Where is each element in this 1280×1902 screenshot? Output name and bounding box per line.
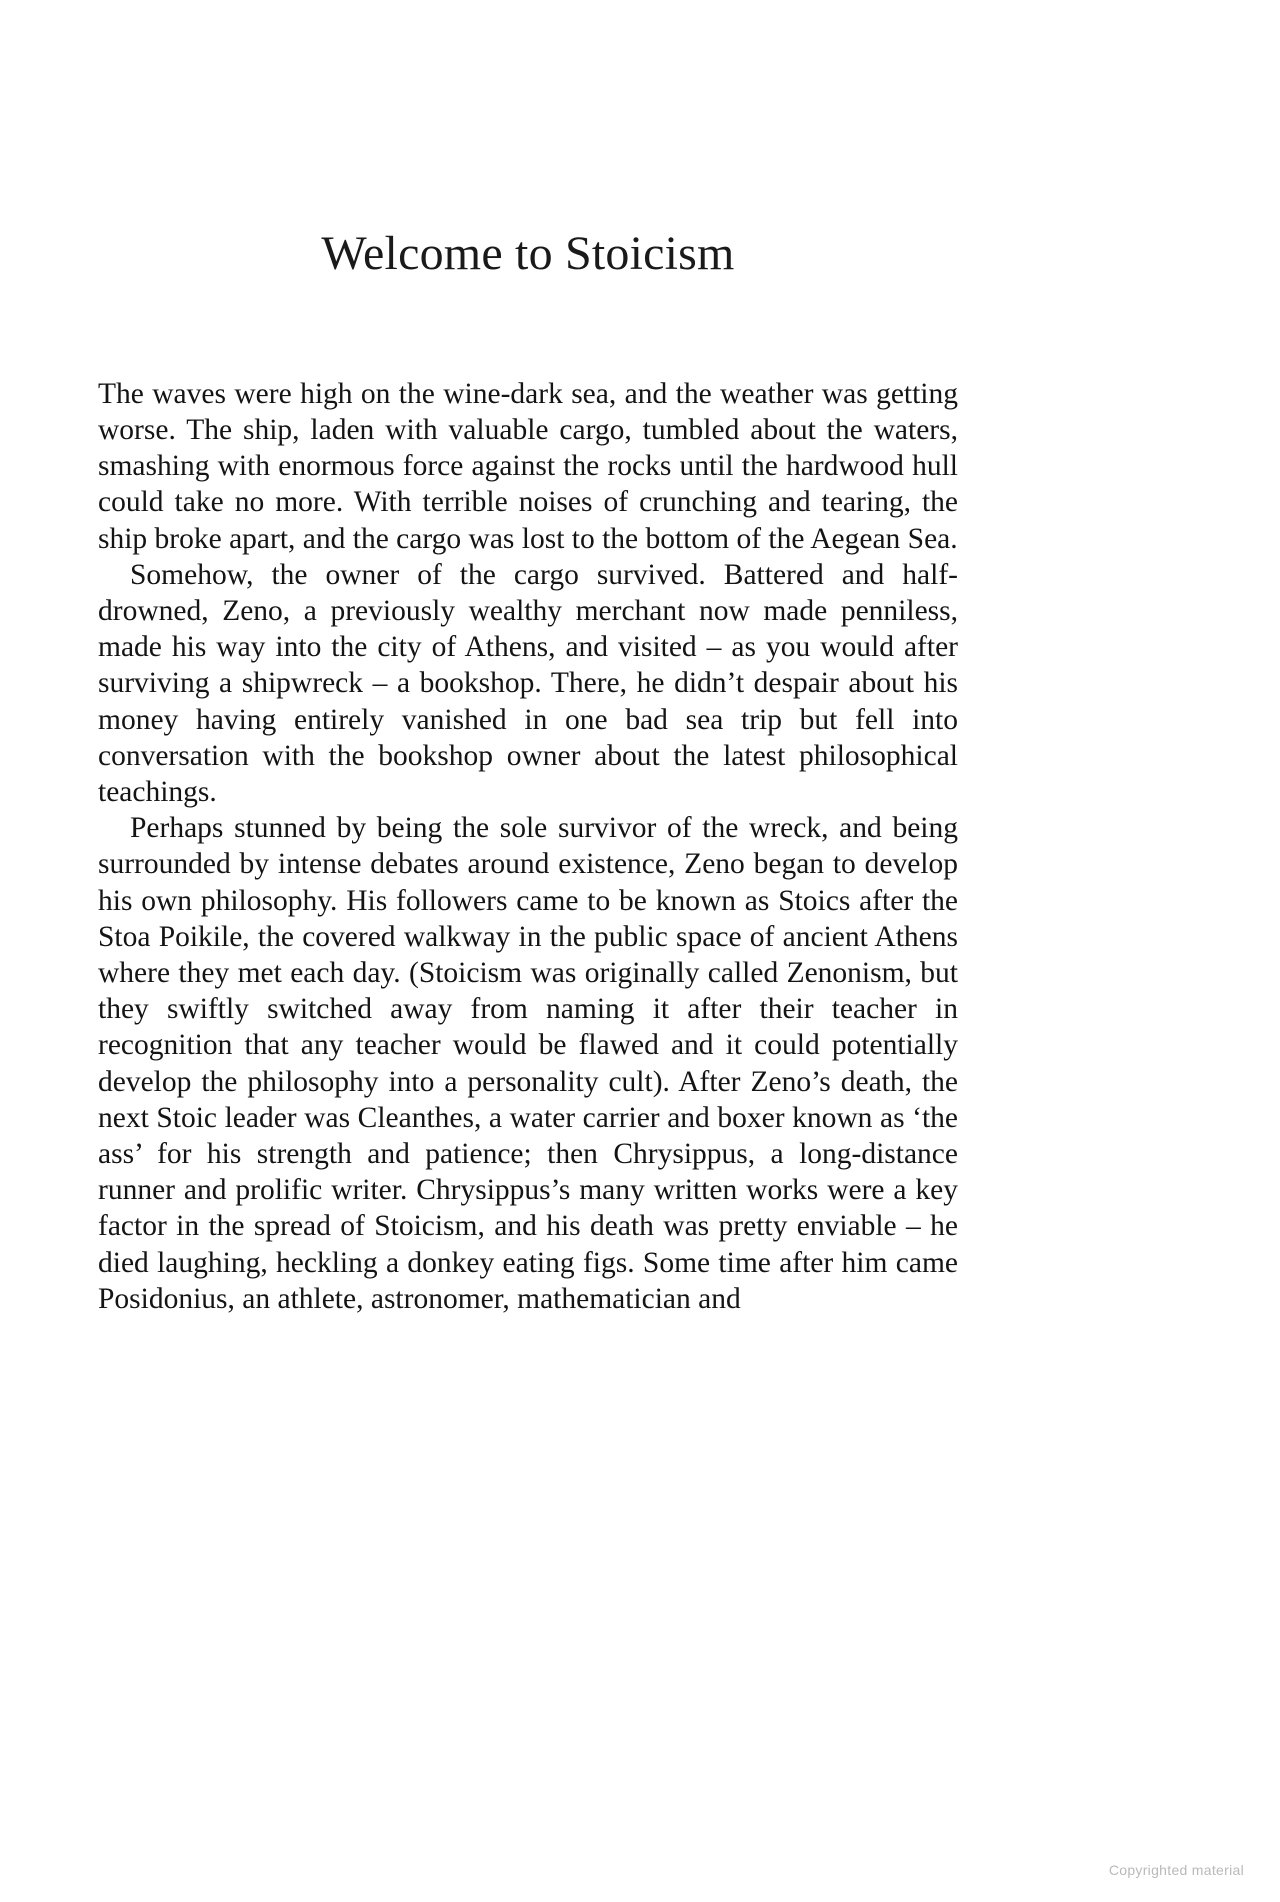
body-text-block [98,281,958,1317]
paragraph-1: The waves were high on the wine-dark sea, and the weather was getting worse. The ship, laden with valuable cargo, tumbled about the waters, smashing with enormous force against the rocks until the hardwood hull could take no more. With terrible noises of crunching and tearing, the ship broke apart, and the cargo was lost to the bottom of the Aegean Sea. [98,377,958,555]
page-content [98,0,958,1317]
paragraph-2: Somehow, the owner of the cargo survived. Battered and half-drowned, Zeno, a previously wealthy merchant now made penniless, made his way into the city of Athens, and visited – as you would after surviving a shipwreck – a bookshop. There, he didn’t despair about his money having entirely vanished in one bad sea trip but fell into conversation with the bookshop owner about the latest philosophical teachings. [98,558,958,809]
paragraph-3: Perhaps stunned by being the sole survivor of the wreck, and being surrounded by intense debates around existence, Zeno began to develop his own philosophy. His followers came to be known as Stoics after the Stoa Poikile, the covered walkway in the public space of ancient Athens where they met each day. (Stoicism was originally called Zenonism, but they swiftly switched away from naming it after their teacher in recognition that any teacher would be flawed and it could potentially develop the philosophy into a personality cult). After Zeno’s death, the next Stoic leader was Cleanthes, a water carrier and boxer known as ‘the ass’ for his strength and patience; then Chrysippus, a long-distance runner and prolific writer. Chrysippus’s many written works were a key factor in the spread of Stoicism, and his death was pretty enviable – he died laughing, heckling a donkey eating figs. Some time after him came Posidonius, an athlete, astronomer, mathematician and [98,812,958,1315]
copyright-watermark: Copyrighted material [1108,1862,1244,1878]
page-title: Welcome to Stoicism [321,227,735,280]
